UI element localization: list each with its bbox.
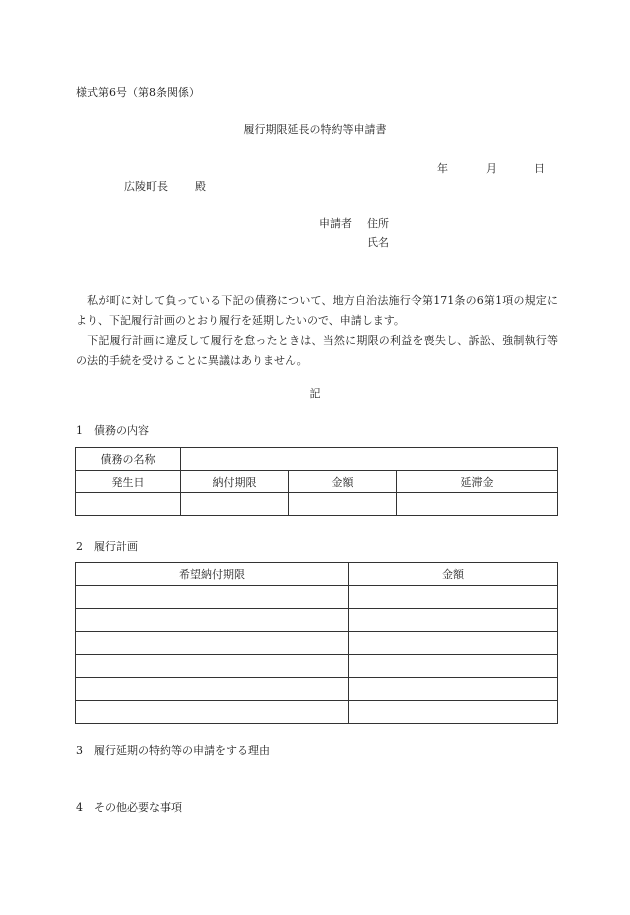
plan-row [76, 678, 558, 701]
desired-deadline-cell[interactable] [76, 655, 349, 678]
payment-deadline-cell[interactable] [181, 493, 289, 516]
plan-row [76, 701, 558, 724]
header-occurrence-date: 発生日 [76, 471, 181, 493]
applicant-address-label: 住所 [367, 217, 389, 230]
section3-heading: 3 履行延期の特約等の申請をする理由 [76, 744, 270, 757]
ki-marker: 記 [309, 387, 321, 400]
debt-table [75, 447, 558, 516]
desired-deadline-cell[interactable] [76, 678, 349, 701]
plan-row [76, 609, 558, 632]
section4-heading: 4 その他必要な事項 [76, 801, 182, 814]
plan-amount-cell[interactable] [349, 586, 558, 609]
desired-deadline-cell[interactable] [76, 632, 349, 655]
addressee-name: 広陵町長 [124, 180, 168, 193]
plan-amount-cell[interactable] [349, 701, 558, 724]
desired-deadline-cell[interactable] [76, 701, 349, 724]
page-title: 履行期限延長の特約等申請書 [243, 123, 387, 136]
applicant-name-label: 氏名 [367, 236, 389, 249]
header-payment-deadline: 納付期限 [181, 471, 289, 493]
section2-heading: 2 履行計画 [76, 540, 138, 553]
plan-amount-cell[interactable] [349, 632, 558, 655]
plan-amount-cell[interactable] [349, 655, 558, 678]
date-day-label: 日 [534, 162, 545, 175]
body-paragraph-2: 下記履行計画に違反して履行を怠ったときは、当然に期限の利益を喪失し、訴訟、強制執行等の法的手続を受けることに異議はありません。 [76, 334, 558, 367]
form-number: 様式第6号（第8条関係） [76, 86, 200, 99]
plan-row [76, 655, 558, 678]
plan-row [76, 632, 558, 655]
plan-table [75, 562, 558, 724]
addressee-honorific: 殿 [195, 180, 206, 193]
occurrence-date-cell[interactable] [76, 493, 181, 516]
section1-heading: 1 債務の内容 [76, 424, 149, 437]
late-fee-cell[interactable] [397, 493, 558, 516]
date-year-label: 年 [437, 162, 448, 175]
amount-cell[interactable] [289, 493, 397, 516]
applicant-label: 申請者 [319, 217, 352, 230]
header-plan-amount: 金額 [349, 563, 558, 586]
plan-row [76, 586, 558, 609]
date-month-label: 月 [486, 162, 497, 175]
header-desired-deadline: 希望納付期限 [76, 563, 349, 586]
debt-name-cell[interactable] [181, 448, 558, 471]
plan-amount-cell[interactable] [349, 609, 558, 632]
header-amount: 金額 [289, 471, 397, 493]
debt-name-label: 債務の名称 [76, 448, 181, 471]
body-paragraph-1: 私が町に対して負っている下記の債務について、地方自治法施行令第171条の6第1項の規定により、下記履行計画のとおり履行を延期したいので、申請します。 [76, 294, 558, 327]
header-late-fee: 延滞金 [397, 471, 558, 493]
desired-deadline-cell[interactable] [76, 609, 349, 632]
plan-amount-cell[interactable] [349, 678, 558, 701]
desired-deadline-cell[interactable] [76, 586, 349, 609]
